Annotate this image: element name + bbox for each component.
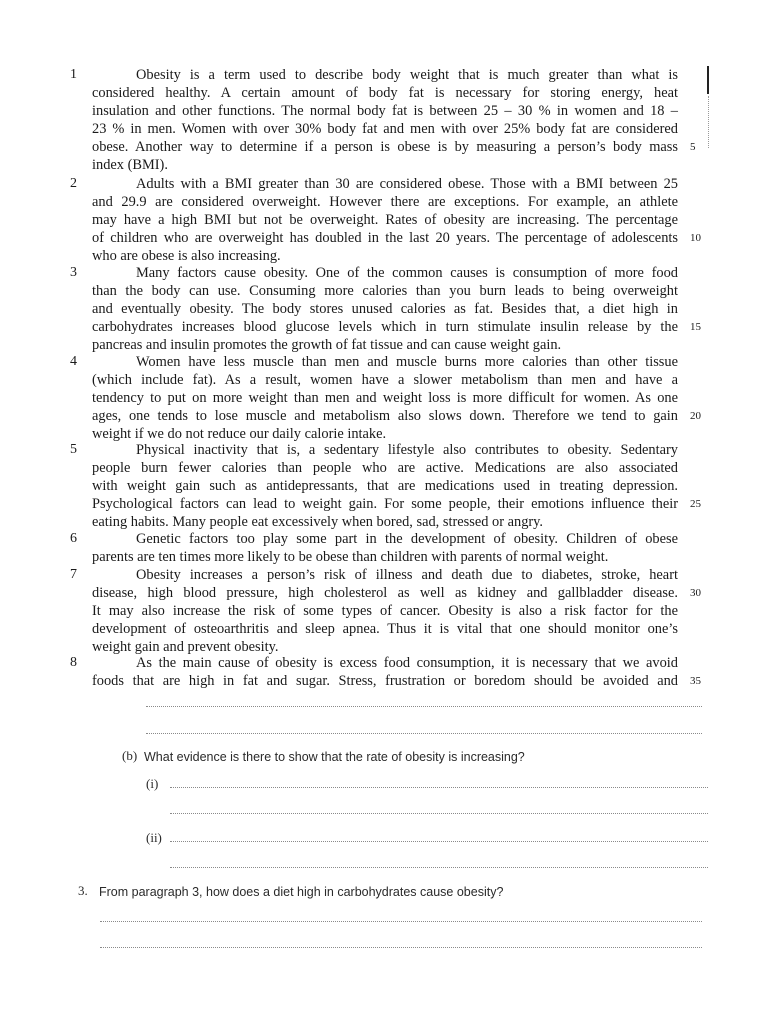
text-line: considered healthy. A certain amount of body fat is necessary for storing energy, heat (92, 85, 678, 101)
text-line: development of osteoarthritis and sleep apnea. Thus it is vital that one should monitor one’s (92, 621, 678, 637)
line-number: 15 (690, 321, 701, 333)
answer-line[interactable] (100, 947, 702, 948)
text-line: people burn fewer calories than people who are active. Medications are also associated (92, 460, 678, 476)
text-line: 23 % in men. Women with over 30% body fat and men with over 25% body fat are considered (92, 121, 678, 137)
text-line: As the main cause of obesity is excess food consumption, it is necessary that we avoid (136, 655, 678, 671)
answer-line[interactable] (170, 841, 708, 842)
paragraph-number: 8 (70, 655, 77, 670)
text-line: Women have less muscle than men and muscle burns more calories than other tissue (136, 354, 678, 370)
question-text: From paragraph 3, how does a diet high in carbohydrates cause obesity? (99, 885, 504, 899)
text-line: Physical inactivity that is, a sedentary lifestyle also contributes to obesity. Sedentary (136, 442, 678, 458)
answer-line[interactable] (146, 733, 702, 734)
line-number: 35 (690, 675, 701, 687)
text-line: weight gain and prevent obesity. (92, 639, 279, 655)
text-line: weight if we do not reduce our daily calorie intake. (92, 426, 387, 442)
margin-rule (707, 66, 709, 94)
text-line: Obesity increases a person’s risk of illness and death due to diabetes, stroke, heart (136, 567, 678, 583)
answer-line[interactable] (146, 706, 702, 707)
text-line: Adults with a BMI greater than 30 are considered obese. Those with a BMI between 25 (136, 176, 678, 192)
line-number: 25 (690, 498, 701, 510)
text-line: eating habits. Many people eat excessively when bored, sad, stressed or angry. (92, 514, 544, 530)
text-line: Genetic factors too play some part in the development of obesity. Children of obese (136, 531, 678, 547)
paragraph-number: 6 (70, 531, 77, 546)
text-line: parents are ten times more likely to be obese than children with parents of normal weight. (92, 549, 609, 565)
question-number: 3. (78, 883, 88, 898)
answer-line[interactable] (170, 813, 708, 814)
text-line: It may also increase the risk of some types of cancer. Obesity is also a risk factor for the (92, 603, 678, 619)
text-line: tendency to put on more weight than men and weight loss is more difficult for women. As one (92, 390, 678, 406)
text-line: insulation and other functions. The normal body fat is between 25 – 30 % in women and 18 – (92, 103, 678, 119)
text-line: Many factors cause obesity. One of the common causes is consumption of more food (136, 265, 678, 281)
paragraph-number: 4 (70, 354, 77, 369)
text-line: and 29.9 are considered overweight. However there are exceptions. For example, an athlete (92, 194, 678, 210)
line-number: 5 (690, 141, 696, 153)
text-line: than the body can use. Consuming more calories than you burn leads to being overweight (92, 283, 678, 299)
paragraph-number: 3 (70, 265, 77, 280)
text-line: and eventually obesity. The body stores unused calories as fat. Besides that, a diet high in (92, 301, 678, 317)
text-line: foods that are high in fat and sugar. Stress, frustration or boredom should be avoided and (92, 673, 678, 689)
question-label: (b) (122, 748, 138, 763)
paragraph-number: 1 (70, 67, 77, 82)
text-line: ages, one tends to lose muscle and metabolism also slows down. Therefore we tend to gain (92, 408, 678, 424)
answer-line[interactable] (100, 921, 702, 922)
line-number: 20 (690, 410, 701, 422)
sub-question-label: (i) (146, 776, 159, 791)
answer-line[interactable] (170, 787, 708, 788)
text-line: (which include fat). As a result, women have a slower metabolism than men and have a (92, 372, 678, 388)
text-line: may have a high BMI but not be overweight. Rates of obesity are increasing. The percentage (92, 212, 678, 228)
text-line: Psychological factors can lead to weight gain. For some people, their emotions influence their (92, 496, 678, 512)
text-line: index (BMI). (92, 157, 168, 173)
line-number: 30 (690, 587, 701, 599)
paragraph-number: 7 (70, 567, 77, 582)
margin-dotted-rule (708, 96, 709, 148)
text-line: carbohydrates increases blood glucose levels which in turn stimulate insulin release by the (92, 319, 678, 335)
text-line: pancreas and insulin promotes the growth of fat tissue and can cause weight gain. (92, 337, 562, 353)
text-line: of children who are overweight has doubled in the last 20 years. The percentage of adolescents (92, 230, 678, 246)
sub-question-label: (ii) (146, 830, 162, 845)
text-line: Obesity is a term used to describe body weight that is much greater than what is (136, 67, 678, 83)
text-line: who are obese is also increasing. (92, 248, 281, 264)
text-line: with weight gain such as antidepressants, that are medications used in treating depression. (92, 478, 678, 494)
answer-line[interactable] (170, 867, 708, 868)
text-line: disease, high blood pressure, high cholesterol as well as kidney and gallbladder disease. (92, 585, 678, 601)
text-line: obese. Another way to determine if a person is obese is by measuring a person’s body mass (92, 139, 678, 155)
line-number: 10 (690, 232, 701, 244)
question-text: What evidence is there to show that the rate of obesity is increasing? (144, 750, 525, 764)
paragraph-number: 5 (70, 442, 77, 457)
paragraph-number: 2 (70, 176, 77, 191)
